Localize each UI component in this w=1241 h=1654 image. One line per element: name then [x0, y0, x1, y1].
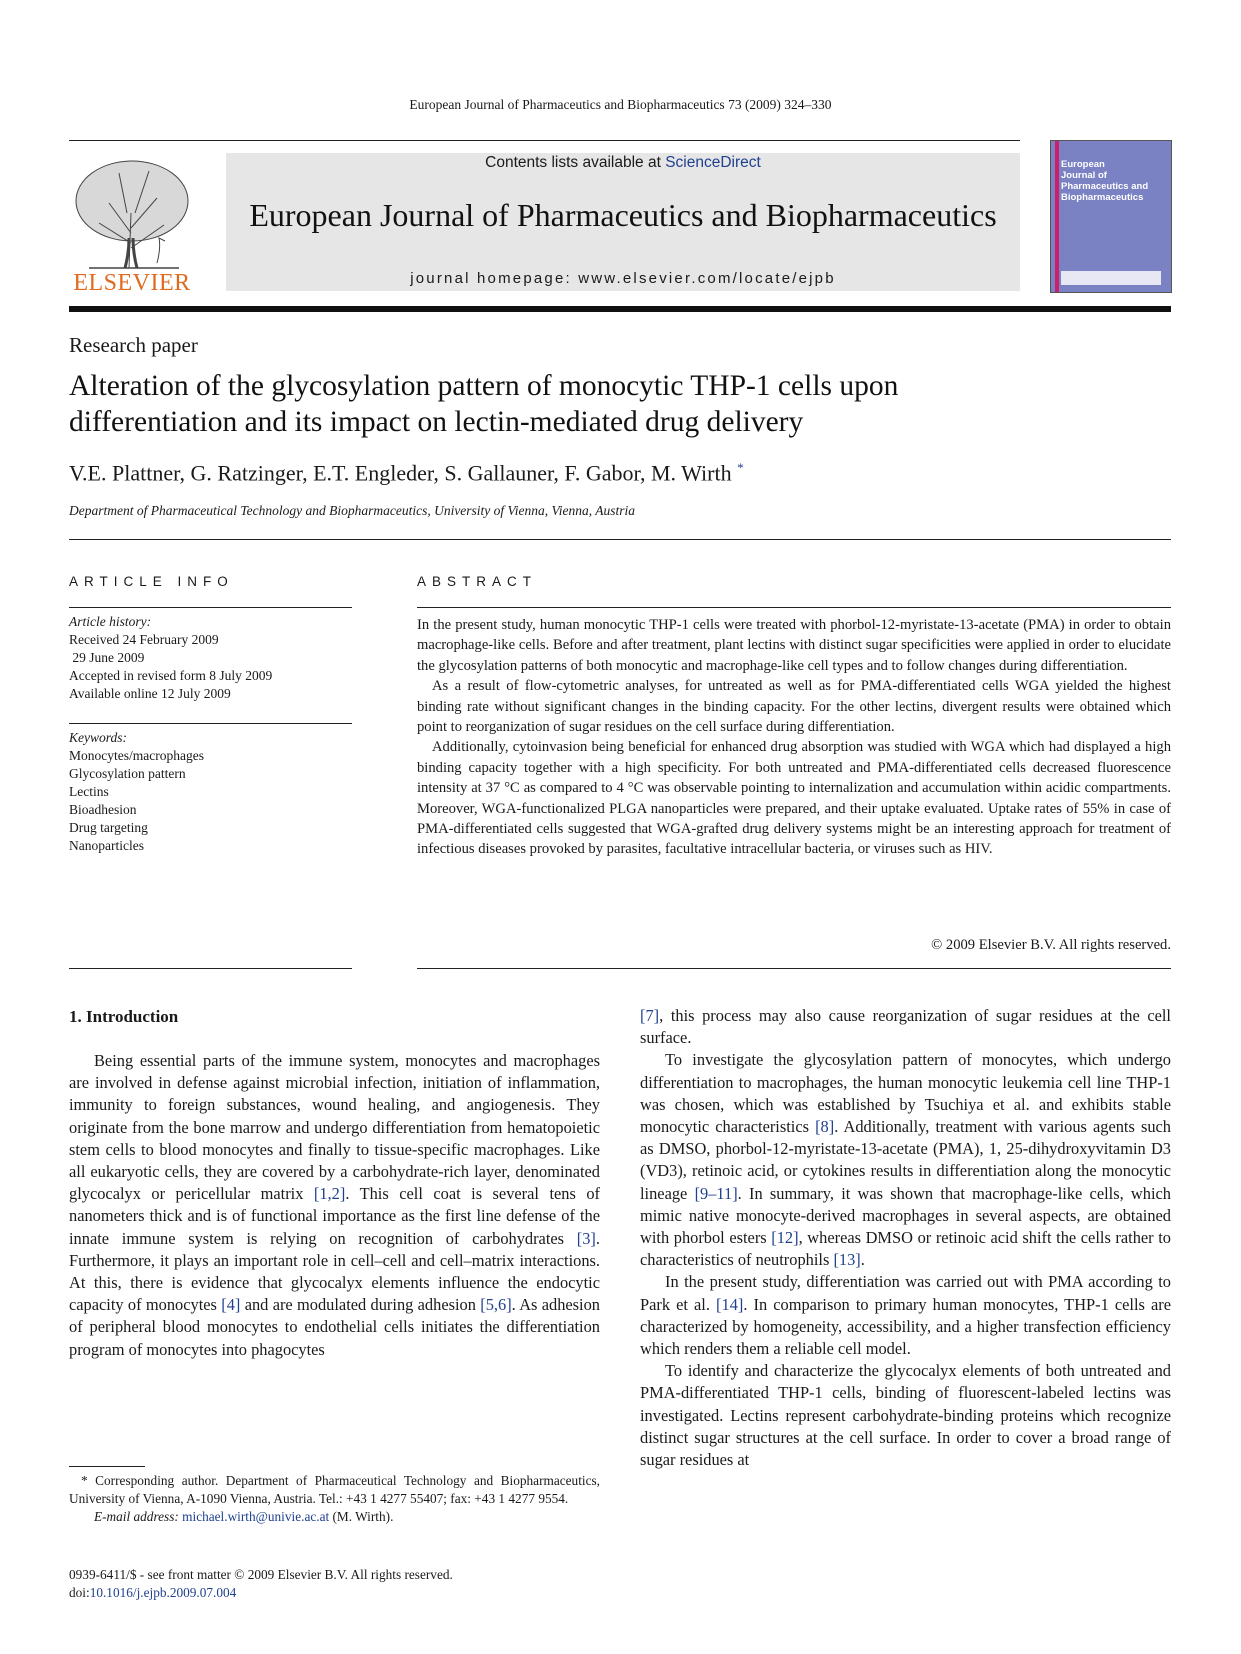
citation-link[interactable]: [3] — [576, 1228, 596, 1248]
cover-title-line: Biopharmaceutics — [1061, 192, 1144, 203]
text-run: . — [860, 1250, 865, 1270]
text-run: . In comparison to primary human monocytes, THP-1 cells are characterized by homogeneity, accessibility, and a higher transfection efficiency which renders them a reliable cell model. — [640, 1294, 1172, 1359]
journal-name: European Journal of Pharmaceutics and Biopharmaceutics — [249, 197, 997, 233]
citation-link[interactable]: [12] — [771, 1228, 799, 1248]
body-paragraph — [640, 1271, 1171, 1360]
doi-prefix: doi: — [69, 1585, 90, 1601]
abstract-rule — [417, 607, 1171, 608]
keyword: Bioadhesion — [69, 802, 137, 817]
contents-prefix: Contents lists available at — [485, 154, 666, 171]
citation-link[interactable]: [13] — [833, 1250, 861, 1270]
body-column-right — [640, 1005, 1171, 1471]
citation-link[interactable]: [4] — [221, 1295, 241, 1315]
authors: V.E. Plattner, G. Ratzinger, E.T. Engleder, S. Gallauner, F. Gabor, M. Wirth — [69, 460, 732, 486]
keyword: Monocytes/macrophages — [69, 748, 204, 763]
text-run: , whereas DMSO or retinoic acid shift the cells rather to characteristics of neutrophils — [640, 1228, 1171, 1270]
footnote-rule — [69, 1466, 145, 1467]
footnote-body: Corresponding author. Department of Pharmaceutical Technology and Biopharmaceutics, University of Vienna, A-1090 Vienna, Austria. Tel.: +43 1 4277 55407; fax: +43 1 4277 9554. — [69, 1473, 600, 1507]
journal-homepage-link[interactable]: journal homepage: www.elsevier.com/locate/ejpb — [410, 270, 836, 287]
footnote-email — [69, 1508, 600, 1526]
masthead-thick-rule — [69, 306, 1171, 312]
cover-title-line: Pharmaceutics and — [1061, 181, 1149, 192]
abstract-paragraph: Additionally, cytoinvasion being beneficial for enhanced drug absorption was studied with WGA which had displayed a high binding capacity together with a high specificity. For both untreated and PMA-differentiated cells decreased fluorescence intensity at 37 °C as compared to 4 °C was observable pointing to internalization and accumulation within acidic compartments. Moreover, WGA-functionalized PLGA nanoparticles were prepared, and their uptake evaluated. Uptake rates of 55% in case of PMA-differentiated cells suggested that WGA-grafted drug delivery systems might be an interesting approach for treatment of infectious diseases provoked by parasites, facultative intracellular bacteria, or viruses such as HIV. — [417, 739, 1171, 858]
article-info-heading: ARTICLE INFO — [69, 574, 234, 589]
body-paragraph — [69, 1050, 600, 1361]
corresponding-author-mark[interactable]: * — [737, 460, 744, 475]
history-item: Available online 12 July 2009 — [69, 686, 231, 701]
keywords — [69, 729, 352, 855]
cover-title-line: European — [1061, 159, 1105, 170]
contents-line — [226, 154, 1020, 172]
abstract-body — [417, 615, 1171, 860]
footnote-mark: * — [81, 1473, 88, 1488]
front-matter — [69, 1566, 453, 1602]
journal-cover-thumbnail — [1050, 140, 1172, 293]
body-paragraph: To identify and characterize the glycocalyx elements of both untreated and PMA-differentiated THP-1 cells, binding of fluorescent-labeled lectins was investigated. Lectins represent carbohydrate-binding proteins which recognize distinct sugar structures at the cell surface. In order to cover a broad range of sugar residues at — [640, 1361, 1171, 1470]
sciencedirect-link[interactable]: ScienceDirect — [665, 154, 761, 171]
citation-link[interactable]: [8] — [815, 1117, 835, 1137]
text-run: . This cell coat is several tens of nanometers thick and is of functional importance as the first line defense of the innate immune system is relying on recognition of carbohydrates — [69, 1184, 600, 1248]
article-history — [69, 613, 352, 703]
keywords-label: Keywords: — [69, 730, 127, 745]
abstract-rule — [417, 968, 1171, 969]
citation-link[interactable]: [1,2] — [313, 1184, 346, 1204]
citation-link[interactable]: [5,6] — [480, 1295, 512, 1315]
text-run: and are modulated during adhesion — [240, 1295, 481, 1315]
abstract-copyright: © 2009 Elsevier B.V. All rights reserved. — [931, 937, 1171, 953]
cover-title — [1061, 159, 1148, 203]
text-run: . Additionally, treatment with various agents such as DMSO, phorbol-12-myristate-13-acetate (PMA), 1, 25-dihydroxyvitamin D3 (VD3), retinoic acid, or cytokines results in differentiation along the monocytic lineage — [640, 1117, 1171, 1203]
abstract-paragraph: In the present study, human monocytic THP-1 cells were treated with phorbol-12-myristate-13-acetate (PMA) in order to obtain macrophage-like cells. Before and after treatment, plant lectins with distinct sugar specificities were applied in order to elucidate the glycosylation patterns of both monocytic and macrophage-like cell types and to follow changes during differentiation. — [417, 617, 1171, 674]
article-title — [69, 368, 1069, 440]
history-item: Received 24 February 2009 — [69, 632, 219, 647]
history-label: Article history: — [69, 614, 152, 629]
running-head: European Journal of Pharmaceutics and Biopharmaceutics 73 (2009) 324–330 — [409, 97, 832, 112]
text-run: To investigate the glycosylation pattern of monocytes, which undergo differentiation to macrophages, the human monocytic leukemia cell line THP-1 was chosen, which was established by Tsuchiya et al. and exhibits stable monocytic characteristics — [640, 1050, 1171, 1137]
body-column-left — [69, 1050, 600, 1361]
citation-link[interactable]: [9–11] — [694, 1183, 738, 1203]
cover-footer — [1061, 271, 1161, 285]
affiliation: Department of Pharmaceutical Technology and Biopharmaceutics, University of Vienna, Vienna, Austria — [69, 503, 636, 518]
text-run: . In summary, it was shown that macrophage-like cells, which mimic native monocyte-derived macrophages in several aspects, are obtained with phorbol esters — [640, 1183, 1171, 1248]
corresponding-author-footnote — [69, 1472, 600, 1527]
article-type: Research paper — [69, 333, 198, 357]
header-rule — [69, 140, 1020, 141]
info-rule — [69, 723, 352, 724]
history-item: Accepted in revised form 8 July 2009 — [69, 668, 273, 683]
doi-link[interactable]: 10.1016/j.ejpb.2009.07.004 — [89, 1585, 237, 1601]
info-rule — [69, 607, 352, 608]
footnote-text — [69, 1472, 600, 1508]
body-paragraph — [640, 1049, 1171, 1271]
keyword: Nanoparticles — [69, 838, 144, 853]
text-run: In the present study, differentiation was carried out with PMA according to Park et al. — [640, 1272, 1171, 1314]
email-suffix: (M. Wirth). — [329, 1509, 394, 1525]
title-line: Alteration of the glycosylation pattern of monocytic THP-1 cells upon — [69, 370, 899, 402]
citation-link[interactable]: [14] — [716, 1294, 744, 1314]
citation-link[interactable]: [7] — [640, 1006, 660, 1025]
text-run: , this process may also cause reorganization of sugar residues at the cell surface. — [640, 1006, 1171, 1048]
elsevier-wordmark: ELSEVIER — [73, 270, 191, 296]
text-run: . Furthermore, it plays an important role in cell–cell and cell–matrix interactions. At this, there is evidence that glycocalyx elements influence the endocytic capacity of monocytes — [69, 1228, 600, 1315]
info-rule — [69, 968, 352, 969]
history-item: 29 June 2009 — [69, 650, 145, 665]
abstract-heading: ABSTRACT — [417, 574, 538, 589]
abstract-paragraph: As a result of flow-cytometric analyses, for untreated as well as for PMA-differentiated cells WGA yielded the highest binding rate without significant changes in the binding capacity. For the other lectins, divergent results were obtained which point to reorganization of sugar residues on the cell surface during differentiation. — [417, 678, 1171, 736]
section-heading-introduction: 1. Introduction — [69, 1007, 179, 1026]
keyword: Lectins — [69, 784, 109, 799]
keyword: Drug targeting — [69, 820, 148, 835]
author-list — [69, 460, 744, 486]
text-run: . As adhesion of peripheral blood monocytes to endothelial cells initiates the differentiation program of monocytes into phagocytes — [69, 1295, 600, 1359]
email-label: E-mail address: — [94, 1509, 183, 1525]
cover-title-line: Journal of — [1061, 170, 1107, 181]
cover-accent-bar — [1055, 141, 1059, 292]
doi-line — [69, 1584, 453, 1602]
heading-rule — [69, 539, 1171, 540]
front-matter-line: 0939-6411/$ - see front matter © 2009 Elsevier B.V. All rights reserved. — [69, 1567, 453, 1582]
text-run: Being essential parts of the immune system, monocytes and macrophages are involved in defense against microbial infection, initiation of inflammation, immunity to foreign substances, wound healing, and angiogenesis. They originate from the bone marrow and undergo differentiation from hematopoietic stem cells to blood monocytes and finally to tissue-specific macrophages. Like all eukaryotic cells, they are covered by a carbohydrate-rich layer, denominated glycocalyx or pericellular matrix — [69, 1051, 600, 1204]
keyword: Glycosylation pattern — [69, 766, 186, 781]
email-link[interactable]: michael.wirth@univie.ac.at — [182, 1509, 330, 1525]
title-line: differentiation and its impact on lectin-mediated drug delivery — [69, 406, 804, 438]
body-paragraph — [640, 1005, 1171, 1049]
